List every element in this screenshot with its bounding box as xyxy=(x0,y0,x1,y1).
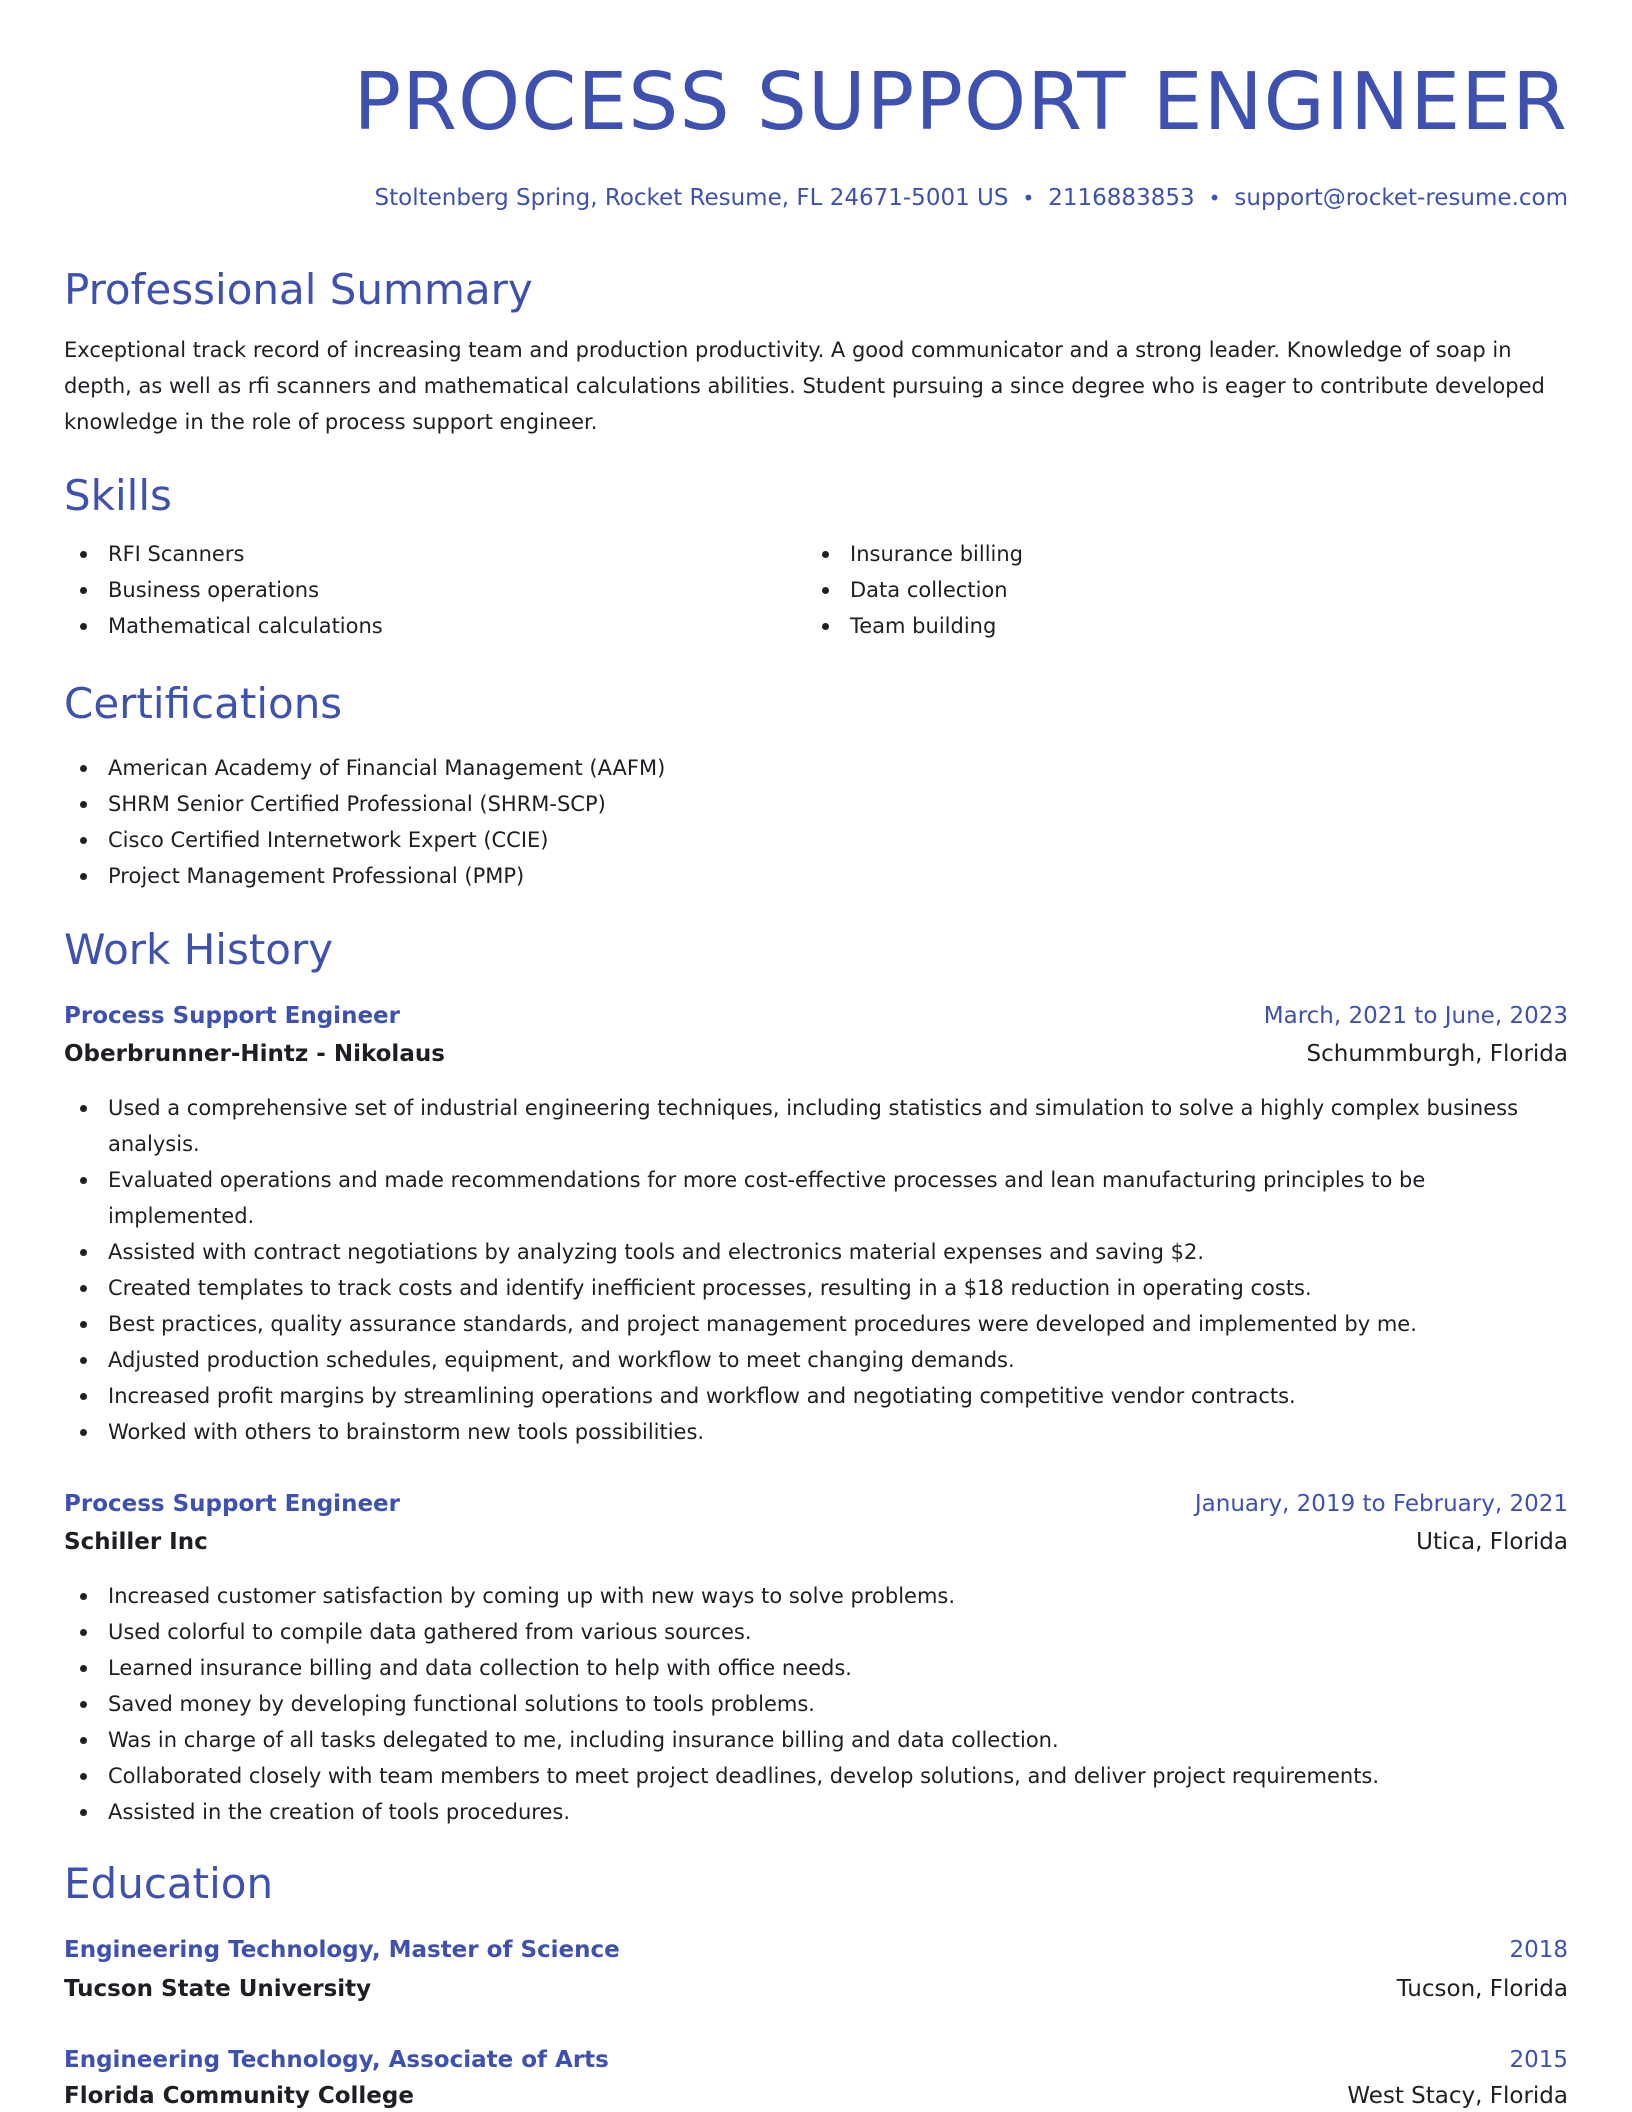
contact-address: Stoltenberg Spring, Rocket Resume, FL 24671-5001 US xyxy=(374,185,1009,211)
education-year: 2018 xyxy=(1509,1937,1568,1963)
certification-item: Project Management Professional (PMP) xyxy=(64,858,1568,894)
certifications-list xyxy=(64,750,1568,894)
job-bullet: Used colorful to compile data gathered from various sources. xyxy=(64,1614,1568,1650)
job-location: Schummburgh, Florida xyxy=(1306,1041,1568,1067)
job-header xyxy=(64,1486,1568,1522)
job-bullet: Adjusted production schedules, equipment, and workflow to meet changing demands. xyxy=(64,1342,1568,1378)
job-bullets xyxy=(64,1090,1568,1450)
job-bullet: Learned insurance billing and data collection to help with office needs. xyxy=(64,1650,1568,1686)
certification-item: SHRM Senior Certified Professional (SHRM-SCP) xyxy=(64,786,1568,822)
job-bullet: Was in charge of all tasks delegated to me, including insurance billing and data collection. xyxy=(64,1722,1568,1758)
job-title: Process Support Engineer xyxy=(64,1491,400,1517)
job-location: Utica, Florida xyxy=(1416,1529,1568,1555)
resume-title: PROCESS SUPPORT ENGINEER xyxy=(353,56,1568,148)
certification-item: Cisco Certified Internetwork Expert (CCIE) xyxy=(64,822,1568,858)
education-year: 2015 xyxy=(1509,2047,1568,2073)
contact-email[interactable]: support@rocket-resume.com xyxy=(1234,185,1568,211)
work-history-heading: Work History xyxy=(64,925,334,974)
contact-separator: • xyxy=(1022,186,1035,210)
job-header xyxy=(64,998,1568,1034)
job-bullets xyxy=(64,1578,1568,1830)
job-bullet: Increased profit margins by streamlining operations and workflow and negotiating competitive vendor contracts. xyxy=(64,1378,1568,1414)
job-employer-row xyxy=(64,1524,1568,1560)
job-bullet: Created templates to track costs and identify inefficient processes, resulting in a $18 reduction in operating costs. xyxy=(64,1270,1568,1306)
contact-separator: • xyxy=(1208,186,1221,210)
job-bullet: Increased customer satisfaction by coming up with new ways to solve problems. xyxy=(64,1578,1568,1614)
skill-item: Business operations xyxy=(64,572,764,608)
job-company: Schiller Inc xyxy=(64,1529,208,1555)
skills-list-left xyxy=(64,536,764,644)
resume-page xyxy=(64,0,1568,2112)
education-school: Florida Community College xyxy=(64,2083,414,2109)
education-location: West Stacy, Florida xyxy=(1347,2083,1568,2109)
job-bullet: Evaluated operations and made recommendations for more cost-effective processes and lean manufacturing principles to be implemented. xyxy=(64,1162,1568,1234)
education-heading: Education xyxy=(64,1859,274,1908)
education-school-row xyxy=(64,2078,1568,2112)
job-dates: March, 2021 to June, 2023 xyxy=(1263,1003,1568,1029)
job-bullet: Saved money by developing functional solutions to tools problems. xyxy=(64,1686,1568,1722)
skills-list-right xyxy=(806,536,1506,644)
contact-line xyxy=(375,180,1569,216)
summary-heading: Professional Summary xyxy=(64,265,533,314)
skill-item: Team building xyxy=(806,608,1506,644)
job-bullet: Assisted in the creation of tools procedures. xyxy=(64,1794,1568,1830)
skills-heading: Skills xyxy=(64,471,172,520)
job-bullet: Assisted with contract negotiations by analyzing tools and electronics material expenses and saving $2. xyxy=(64,1234,1568,1270)
job-employer-row xyxy=(64,1036,1568,1072)
education-header xyxy=(64,1932,1568,1968)
job-bullet: Best practices, quality assurance standards, and project management procedures were developed and implemented by me. xyxy=(64,1306,1568,1342)
education-location: Tucson, Florida xyxy=(1396,1976,1568,2002)
skill-item: RFI Scanners xyxy=(64,536,764,572)
skill-item: Mathematical calculations xyxy=(64,608,764,644)
job-title: Process Support Engineer xyxy=(64,1003,400,1029)
certifications-heading: Certifications xyxy=(64,679,343,728)
skill-item: Data collection xyxy=(806,572,1506,608)
job-company: Oberbrunner-Hintz - Nikolaus xyxy=(64,1041,445,1067)
job-dates: January, 2019 to February, 2021 xyxy=(1194,1491,1568,1517)
education-school-row xyxy=(64,1971,1568,2007)
contact-phone: 2116883853 xyxy=(1048,185,1195,211)
job-bullet: Collaborated closely with team members to meet project deadlines, develop solutions, and deliver project requirements. xyxy=(64,1758,1568,1794)
education-header xyxy=(64,2042,1568,2078)
job-bullet: Worked with others to brainstorm new tools possibilities. xyxy=(64,1414,1568,1450)
education-school: Tucson State University xyxy=(64,1976,372,2002)
education-degree: Engineering Technology, Master of Science xyxy=(64,1937,620,1963)
summary-text: Exceptional track record of increasing team and production productivity. A good communicator and a strong leader. Knowledge of soap in depth, as well as rfi scanners and mathematical calculations abilities. Student pursuing a since degree who is eager to contribute developed knowledge in the role of process support engineer. xyxy=(64,338,1545,434)
certification-item: American Academy of Financial Management (AAFM) xyxy=(64,750,1568,786)
job-bullet: Used a comprehensive set of industrial engineering techniques, including statistics and simulation to solve a highly complex business analysis. xyxy=(64,1090,1568,1162)
education-degree: Engineering Technology, Associate of Arts xyxy=(64,2047,609,2073)
skill-item: Insurance billing xyxy=(806,536,1506,572)
